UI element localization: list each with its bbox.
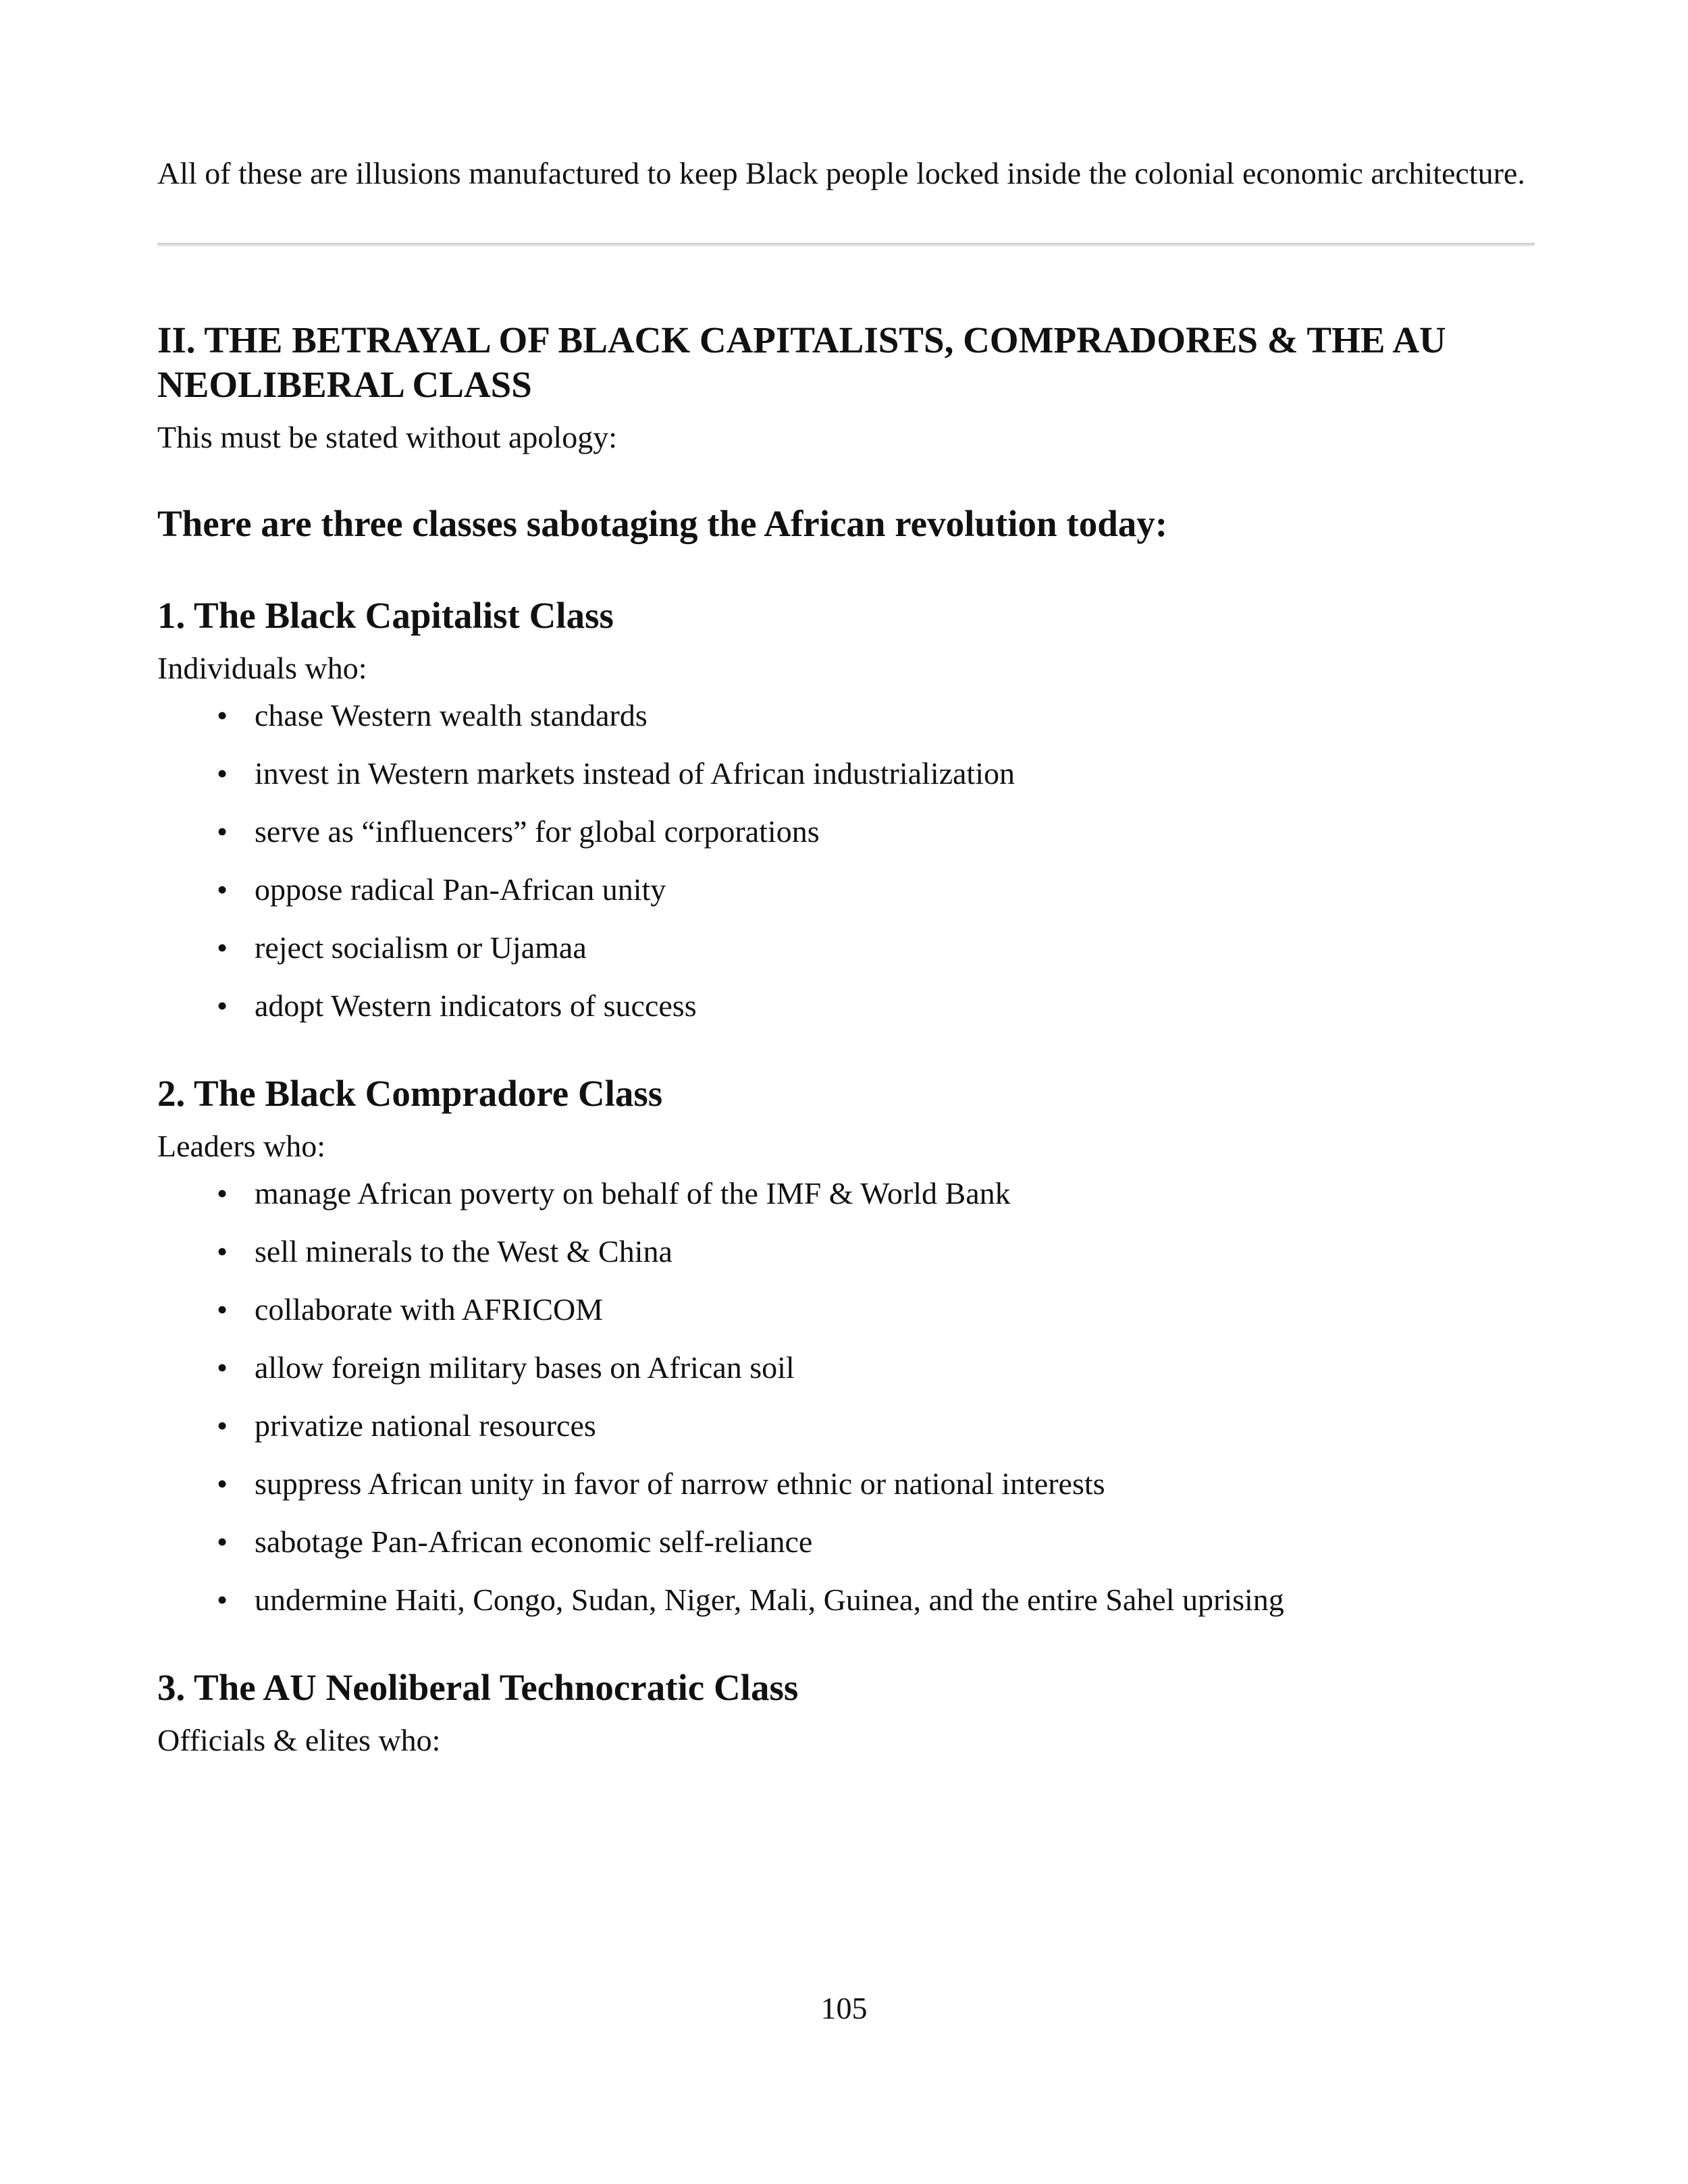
list-item-text: sabotage Pan-African economic self-reliance bbox=[255, 1524, 813, 1559]
bullet-icon: • bbox=[217, 1408, 228, 1443]
bullet-icon: • bbox=[217, 814, 228, 849]
bullet-icon: • bbox=[217, 1234, 228, 1269]
list-item bbox=[157, 870, 1535, 909]
list-item bbox=[157, 1174, 1535, 1213]
list-item-text: allow foreign military bases on African soil bbox=[255, 1350, 795, 1385]
class-intro-compradore: Leaders who: bbox=[157, 1129, 326, 1163]
intro-paragraph: All of these are illusions manufactured to keep Black people locked inside the colonial economic architecture. bbox=[157, 156, 1525, 190]
list-item bbox=[157, 696, 1535, 735]
bullet-icon: • bbox=[217, 988, 228, 1023]
bullet-icon: • bbox=[217, 756, 228, 791]
list-item bbox=[157, 754, 1535, 793]
list-item-text: suppress African unity in favor of narrow ethnic or national interests bbox=[255, 1466, 1105, 1501]
list-item-text: privatize national resources bbox=[255, 1408, 596, 1443]
bullet-icon: • bbox=[217, 872, 228, 907]
bullet-icon: • bbox=[217, 1176, 228, 1210]
bullet-icon: • bbox=[217, 698, 228, 733]
list-item bbox=[157, 1290, 1535, 1329]
list-item bbox=[157, 1232, 1535, 1271]
bullet-list-capitalist bbox=[157, 696, 1535, 1026]
class-intro-capitalist: Individuals who: bbox=[157, 651, 367, 685]
list-item bbox=[157, 986, 1535, 1026]
list-item-text: collaborate with AFRICOM bbox=[255, 1292, 604, 1327]
list-item-text: invest in Western markets instead of African industrialization bbox=[255, 756, 1015, 791]
list-item-text: reject socialism or Ujamaa bbox=[255, 930, 587, 965]
class-heading-au-technocratic: 3. The AU Neoliberal Technocratic Class bbox=[157, 1667, 799, 1708]
list-item bbox=[157, 928, 1535, 967]
list-item-text: chase Western wealth standards bbox=[255, 698, 648, 733]
list-item bbox=[157, 1464, 1535, 1503]
bullet-icon: • bbox=[217, 1292, 228, 1327]
bullet-icon: • bbox=[217, 1350, 228, 1385]
class-heading-compradore: 2. The Black Compradore Class bbox=[157, 1073, 663, 1114]
page-content bbox=[157, 154, 1535, 1760]
list-item bbox=[157, 1580, 1535, 1620]
list-item-text: sell minerals to the West & China bbox=[255, 1234, 672, 1269]
bullet-icon: • bbox=[217, 930, 228, 965]
list-item-text: manage African poverty on behalf of the IMF & World Bank bbox=[255, 1176, 1011, 1210]
bullet-icon: • bbox=[217, 1466, 228, 1501]
horizontal-rule bbox=[157, 243, 1535, 246]
section-heading: II. THE BETRAYAL OF BLACK CAPITALISTS, COMPRADORES & THE AU NEOLIBERAL CLASS bbox=[157, 319, 1446, 405]
list-item-text: adopt Western indicators of success bbox=[255, 988, 697, 1023]
list-item-text: undermine Haiti, Congo, Sudan, Niger, Mali, Guinea, and the entire Sahel uprising bbox=[255, 1582, 1284, 1617]
page-number: 105 bbox=[820, 1991, 868, 2025]
list-item-text: oppose radical Pan-African unity bbox=[255, 872, 666, 907]
list-item-text: serve as “influencers” for global corporations bbox=[255, 814, 820, 849]
section-statement: This must be stated without apology: bbox=[157, 420, 617, 454]
list-item bbox=[157, 1406, 1535, 1445]
lead-heading: There are three classes sabotaging the African revolution today: bbox=[157, 503, 1168, 544]
bullet-icon: • bbox=[217, 1582, 228, 1617]
list-item bbox=[157, 812, 1535, 851]
bullet-list-compradore bbox=[157, 1174, 1535, 1620]
class-intro-au-technocratic: Officials & elites who: bbox=[157, 1723, 441, 1757]
bullet-icon: • bbox=[217, 1524, 228, 1559]
list-item bbox=[157, 1522, 1535, 1562]
list-item bbox=[157, 1348, 1535, 1387]
class-heading-capitalist: 1. The Black Capitalist Class bbox=[157, 595, 614, 636]
